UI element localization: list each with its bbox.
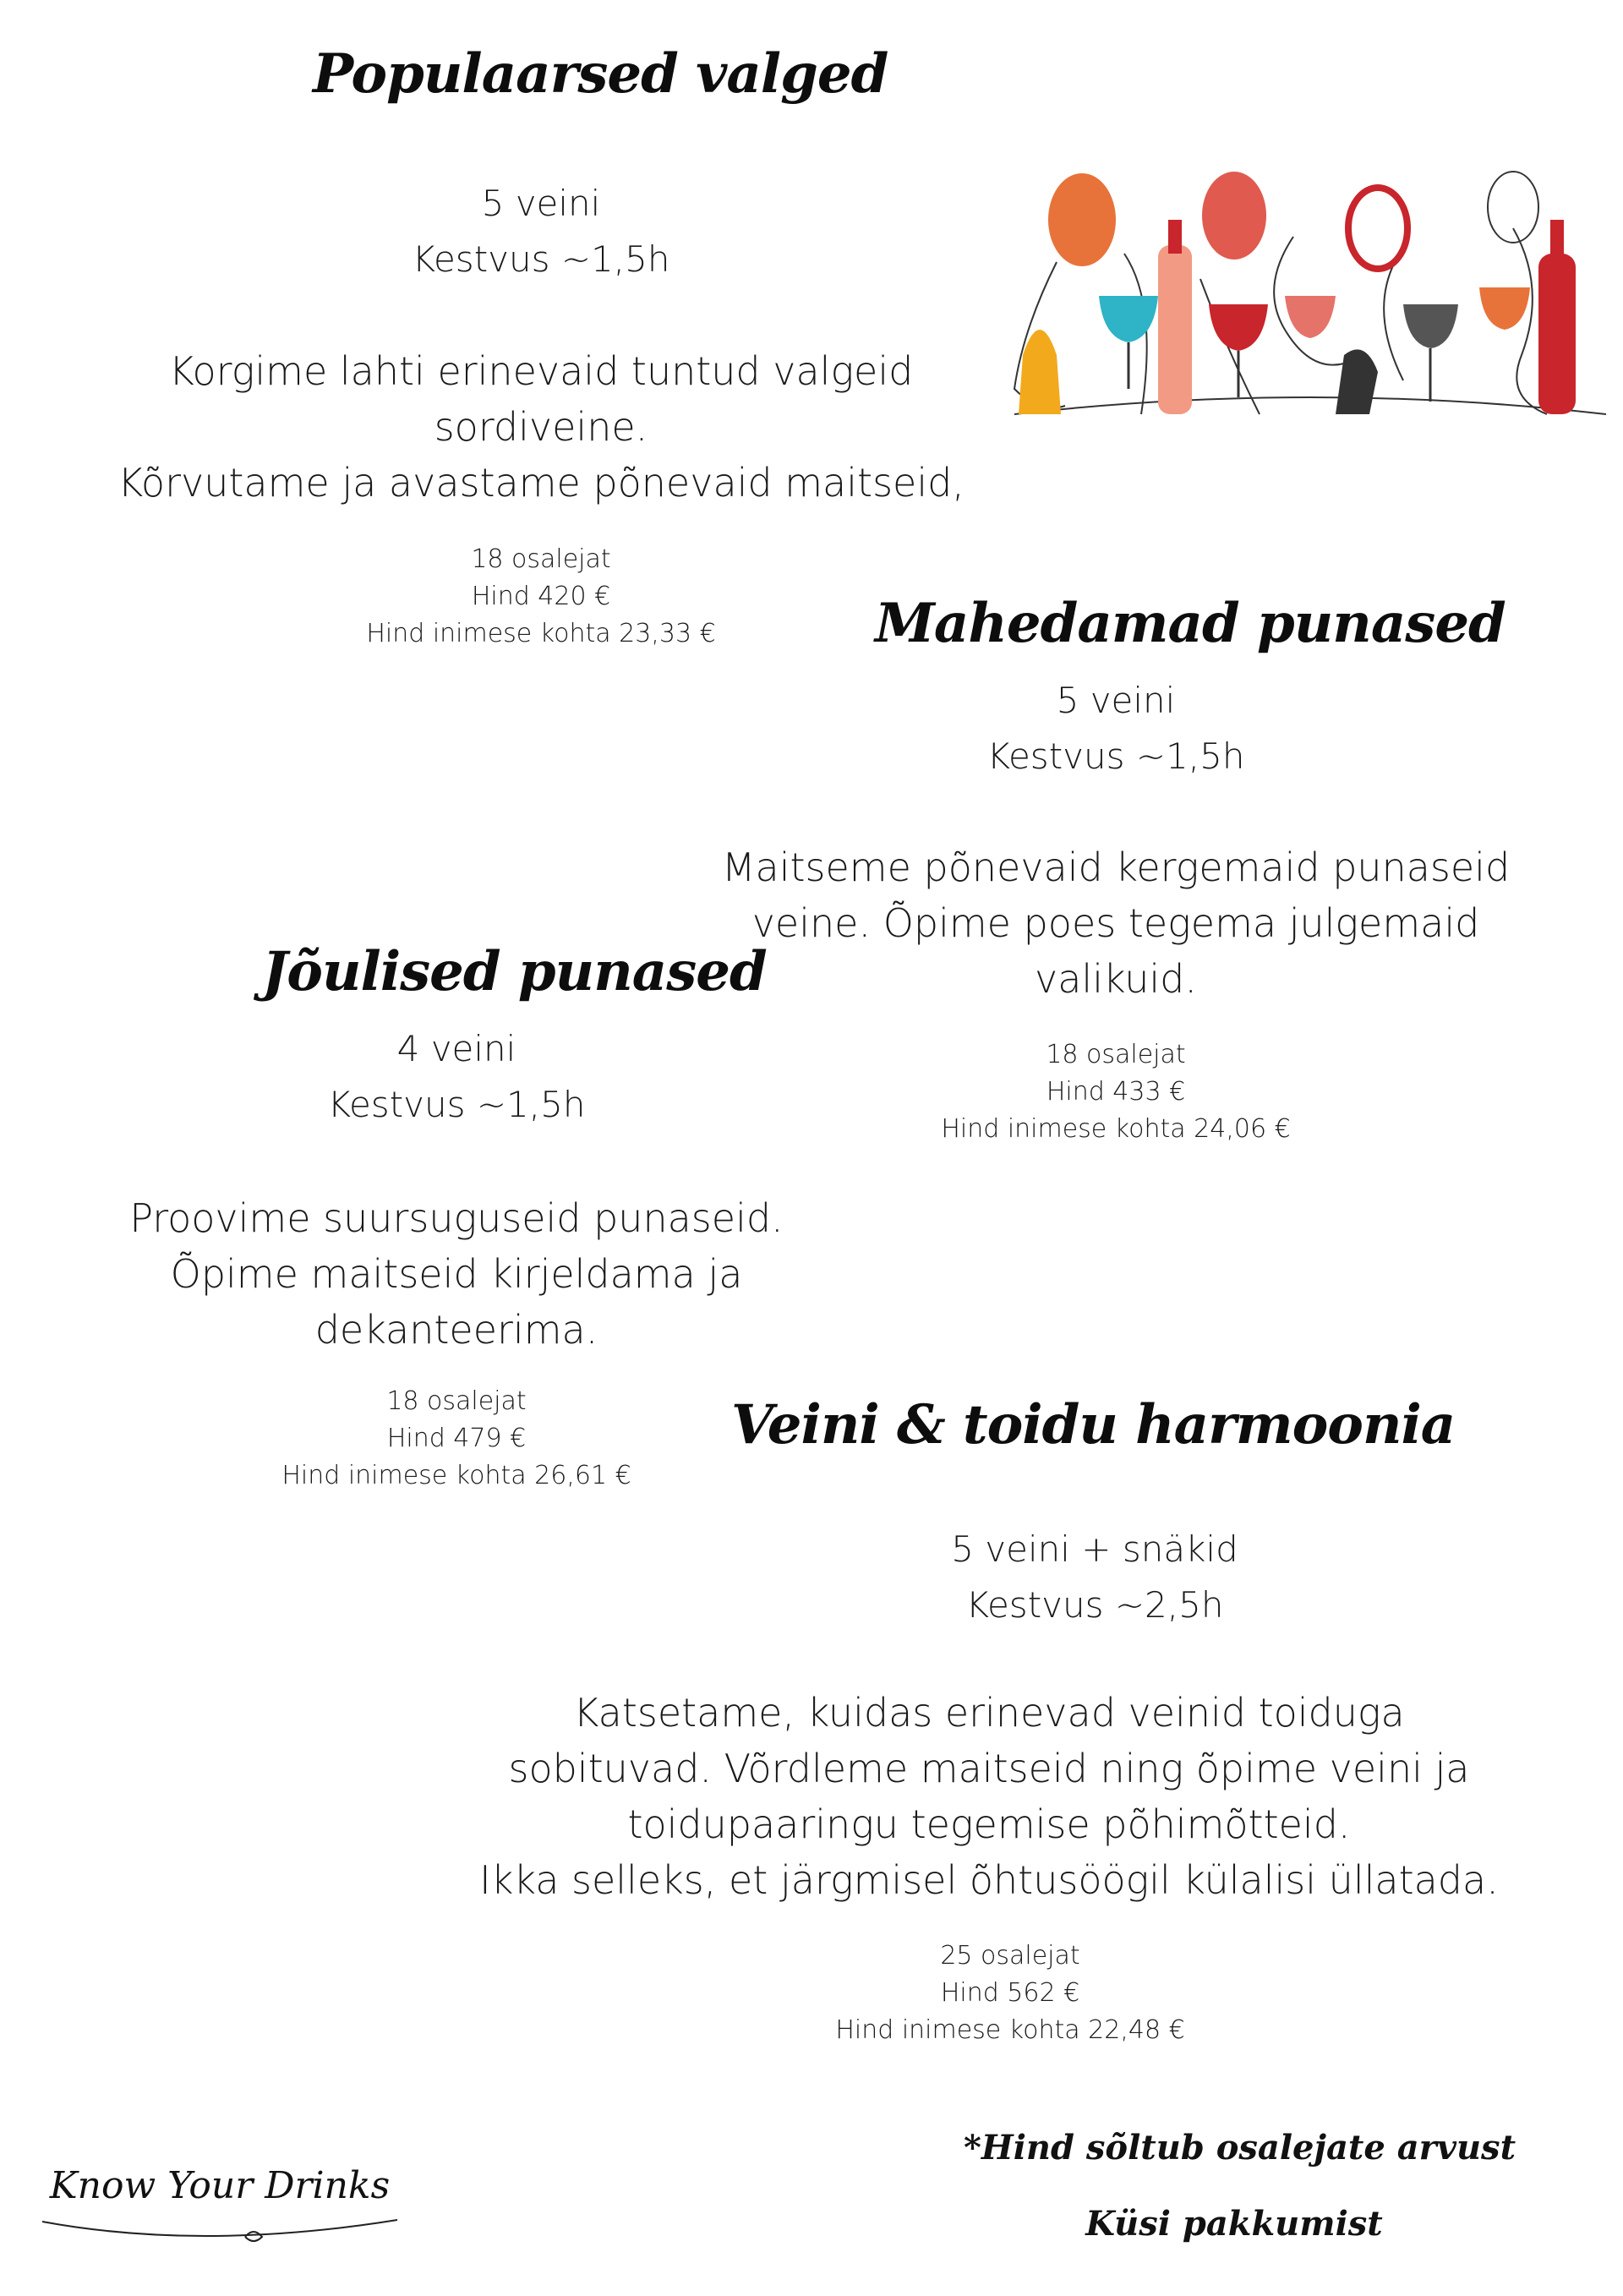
- pink-bottle-shape: [1158, 245, 1192, 414]
- title-mahedamad-punased: Mahedamad punased: [875, 592, 1506, 655]
- mahedamad-info: [862, 673, 1369, 784]
- outlined-head-shape: [1348, 188, 1407, 269]
- populaarsed-price: Hind 420 €: [471, 582, 611, 611]
- wine-people-illustration: [1006, 161, 1615, 440]
- harmoonia-desc-line: Ikka selleks, et järgmisel õhtusöögil külalisi üllatada.: [479, 1857, 1499, 1903]
- red-wine-glass: [1209, 304, 1268, 351]
- orange-wine-glass: [1479, 287, 1530, 330]
- mahedamad-price: Hind 433 €: [1046, 1077, 1186, 1107]
- populaarsed-pricing: [287, 541, 795, 653]
- joulised-pricing: [203, 1383, 710, 1495]
- harmoonia-desc-line: toidupaaringu tegemise põhimõtteid.: [627, 1801, 1351, 1847]
- mahedamad-desc-line: Maitseme põnevaid kergemaid punaseid: [721, 845, 1511, 890]
- line-head-shape: [1488, 172, 1538, 243]
- populaarsed-participants: 18 osalejat: [471, 544, 611, 574]
- harmoonia-desc-line: Katsetame, kuidas erinevad veinid toiduga: [573, 1690, 1405, 1736]
- populaarsed-desc-line: sordiveine.: [434, 404, 648, 450]
- joulised-desc-line: dekanteerima.: [314, 1307, 598, 1353]
- teal-wine-glass: [1099, 296, 1158, 342]
- harmoonia-wines: 5 veini + snäkid: [951, 1528, 1238, 1570]
- populaarsed-per-person: Hind inimese kohta 23,33 €: [366, 619, 716, 648]
- populaarsed-description: [34, 336, 1048, 517]
- harmoonia-description: [372, 1678, 1606, 1915]
- joulised-wines: 4 veini: [396, 1028, 516, 1069]
- joulised-participants: 18 osalejat: [386, 1386, 527, 1416]
- red-head-shape: [1202, 172, 1266, 260]
- populaarsed-info: [287, 176, 795, 287]
- joulised-description: [0, 1184, 913, 1364]
- harmoonia-participants: 25 osalejat: [940, 1941, 1080, 1971]
- mahedamad-pricing: [862, 1036, 1369, 1148]
- orange-head-shape: [1048, 173, 1116, 266]
- rose-wine-glass: [1285, 296, 1336, 338]
- title-veini-toidu-harmoonia: Veini & toidu harmoonia: [731, 1393, 1456, 1457]
- harmoonia-price: Hind 562 €: [940, 1978, 1080, 2008]
- ask-offer-cta[interactable]: Küsi pakkumist: [1085, 2204, 1383, 2244]
- joulised-per-person: Hind inimese kohta 26,61 €: [281, 1461, 631, 1490]
- mahedamad-duration: Kestvus ~1,5h: [986, 735, 1245, 777]
- joulised-info: [203, 1021, 710, 1133]
- harmoonia-per-person: Hind inimese kohta 22,48 €: [835, 2015, 1185, 2045]
- bottle-neck-shape: [1550, 220, 1564, 258]
- harmoonia-info: [799, 1522, 1391, 1633]
- populaarsed-desc-line: Kõrvutame ja avastame põnevaid maitseid,: [117, 460, 965, 506]
- harmoonia-pricing: [757, 1938, 1264, 2049]
- mahedamad-desc-line: veine. Õpime poes tegema julgemaid: [751, 900, 1480, 946]
- red-bottle-shape: [1538, 254, 1576, 414]
- mahedamad-wines: 5 veini: [1056, 680, 1176, 721]
- joulised-desc-line: Proovime suursuguseid punaseid.: [129, 1195, 784, 1241]
- bottle-neck-shape: [1168, 220, 1182, 254]
- joulised-desc-line: Õpime maitseid kirjeldama ja: [170, 1251, 743, 1297]
- logo-text: Know Your Drinks: [49, 2164, 391, 2207]
- populaarsed-desc-line: Korgime lahti erinevaid tuntud valgeid: [168, 348, 914, 394]
- dark-figure-shape: [1336, 349, 1378, 414]
- title-populaarsed-valged: Populaarsed valged: [313, 42, 888, 106]
- logo-swash-icon: [34, 2213, 406, 2247]
- joulised-duration: Kestvus ~1,5h: [327, 1084, 586, 1125]
- price-note: *Hind sõltub osalejate arvust: [964, 2128, 1516, 2168]
- footer-note-block: [964, 2110, 1516, 2262]
- mahedamad-per-person: Hind inimese kohta 24,06 €: [941, 1114, 1291, 1144]
- dark-wine-glass: [1403, 304, 1458, 348]
- populaarsed-duration: Kestvus ~1,5h: [412, 238, 670, 280]
- mahedamad-desc-line: valikuid.: [1035, 956, 1197, 1002]
- harmoonia-duration: Kestvus ~2,5h: [965, 1584, 1224, 1626]
- harmoonia-desc-line: sobituvad. Võrdleme maitseid ning õpime veini ja: [508, 1746, 1470, 1791]
- mahedamad-participants: 18 osalejat: [1046, 1040, 1186, 1069]
- know-your-drinks-logo: [34, 2164, 406, 2232]
- populaarsed-wines: 5 veini: [481, 183, 601, 224]
- joulised-price: Hind 479 €: [386, 1424, 527, 1453]
- title-joulised-punased: Jõulised punased: [262, 940, 767, 1003]
